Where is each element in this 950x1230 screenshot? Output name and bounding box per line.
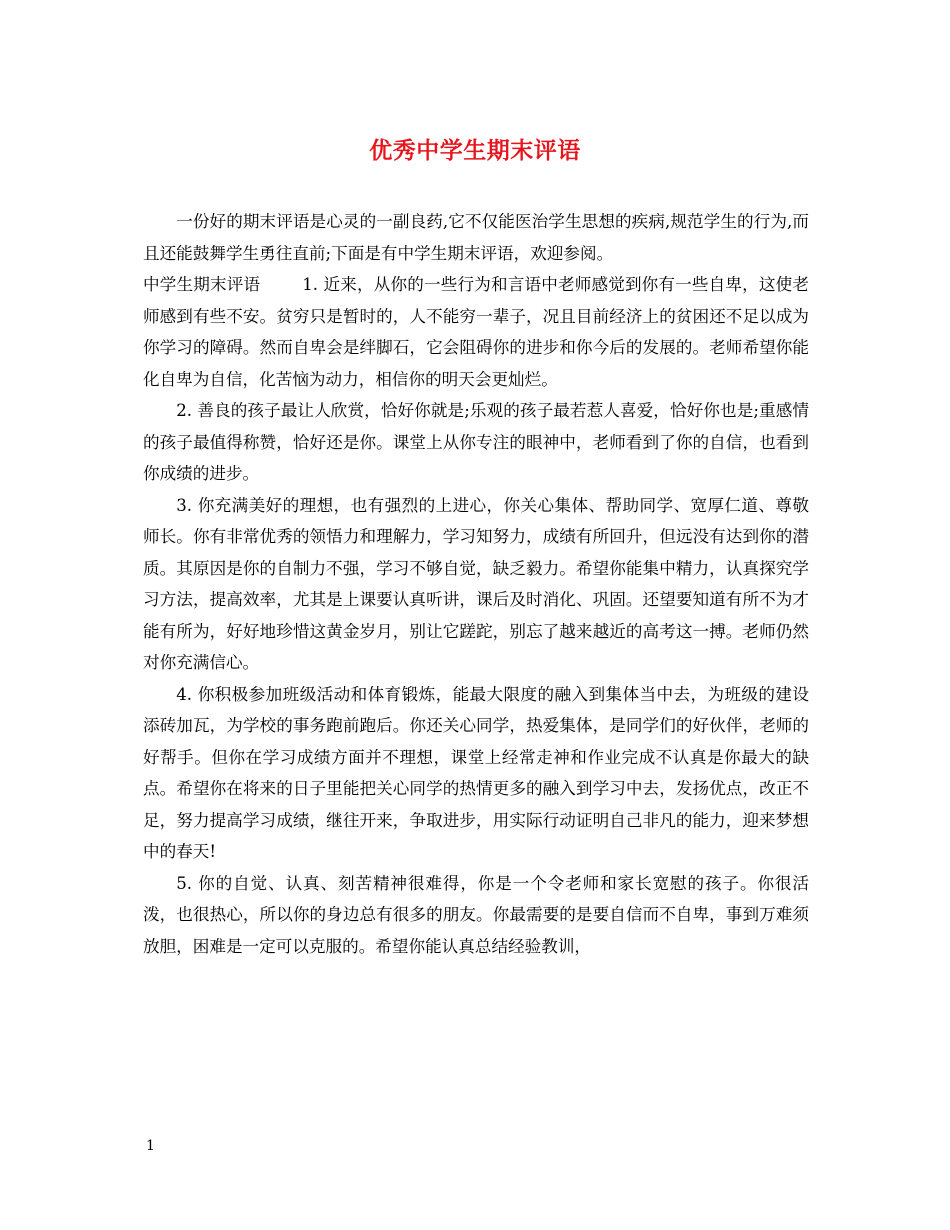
document-title: 优秀中学生期末评语 (369, 138, 581, 164)
intro-paragraph: 一份好的期末评语是心灵的一副良药,它不仅能医治学生思想的疾病,规范学生的行为,而且还能鼓舞学生勇往直前;下面是有中学生期末评语，欢迎参阅。 (143, 212, 809, 263)
page-number: 1 (146, 1138, 155, 1154)
document-body (143, 206, 809, 962)
comment-paragraph-5: 5. 你的自觉、认真、刻苦精神很难得，你是一个令老师和家长宽慰的孩子。你很活泼，也很热心，所以你的身边总有很多的朋友。你最需要的是要自信而不自卑，事到万难须放胆，困难是一定可以克服的。希望你能认真总结经验教训， (143, 873, 809, 956)
comment-paragraph-3: 3. 你充满美好的理想，也有强烈的上进心，你关心集体、帮助同学、宽厚仁道、尊敬师长。你有非常优秀的领悟力和理解力，学习知努力，成绩有所回升，但远没有达到你的潜质。其原因是你的自制力不强，学习不够自觉，缺乏毅力。希望你能集中精力，认真探究学习方法，提高效率，尤其是上课要认真听讲，课后及时消化、巩固。还望要知道有所不为才能有所为，好好地珍惜这黄金岁月，别让它蹉跎，别忘了越来越近的高考这一搏。老师仍然对你充满信心。 (143, 495, 809, 672)
comment-paragraph-2: 2. 善良的孩子最让人欣赏，恰好你就是;乐观的孩子最若惹人喜爱，恰好你也是;重感情的孩子最值得称赞，恰好还是你。课堂上从你专注的眼神中，老师看到了你的自信，也看到你成绩的进步。 (143, 401, 809, 483)
comment-paragraph-1 (143, 269, 809, 395)
comment-text-1: 1. 近来，从你的一些行为和言语中老师感觉到你有一些自卑，这使老师感到有些不安。贫穷只是暂时的，人不能穷一辈子，况且目前经济上的贫困还不足以成为你学习的障碍。然而自卑会是绊脚石，它会阻碍你的进步和你今后的发展的。老师希望你能化自卑为自信，化苦恼为动力，相信你的明天会更灿烂。 (143, 275, 810, 389)
comment-paragraph-4: 4. 你积极参加班级活动和体育锻炼，能最大限度的融入到集体当中去，为班级的建设添砖加瓦，为学校的事务跑前跑后。你还关心同学，热爱集体，是同学们的好伙伴，老师的好帮手。但你在学习成绩方面并不理想，课堂上经常走神和作业完成不认真是你最大的缺点。希望你在将来的日子里能把关心同学的热情更多的融入到学习中去，发扬优点，改正不足，努力提高学习成绩，继往开来，争取进步，用实际行动证明自己非凡的能力，迎来梦想中的春天! (143, 684, 809, 861)
section-heading: 中学生期末评语 (143, 275, 261, 294)
